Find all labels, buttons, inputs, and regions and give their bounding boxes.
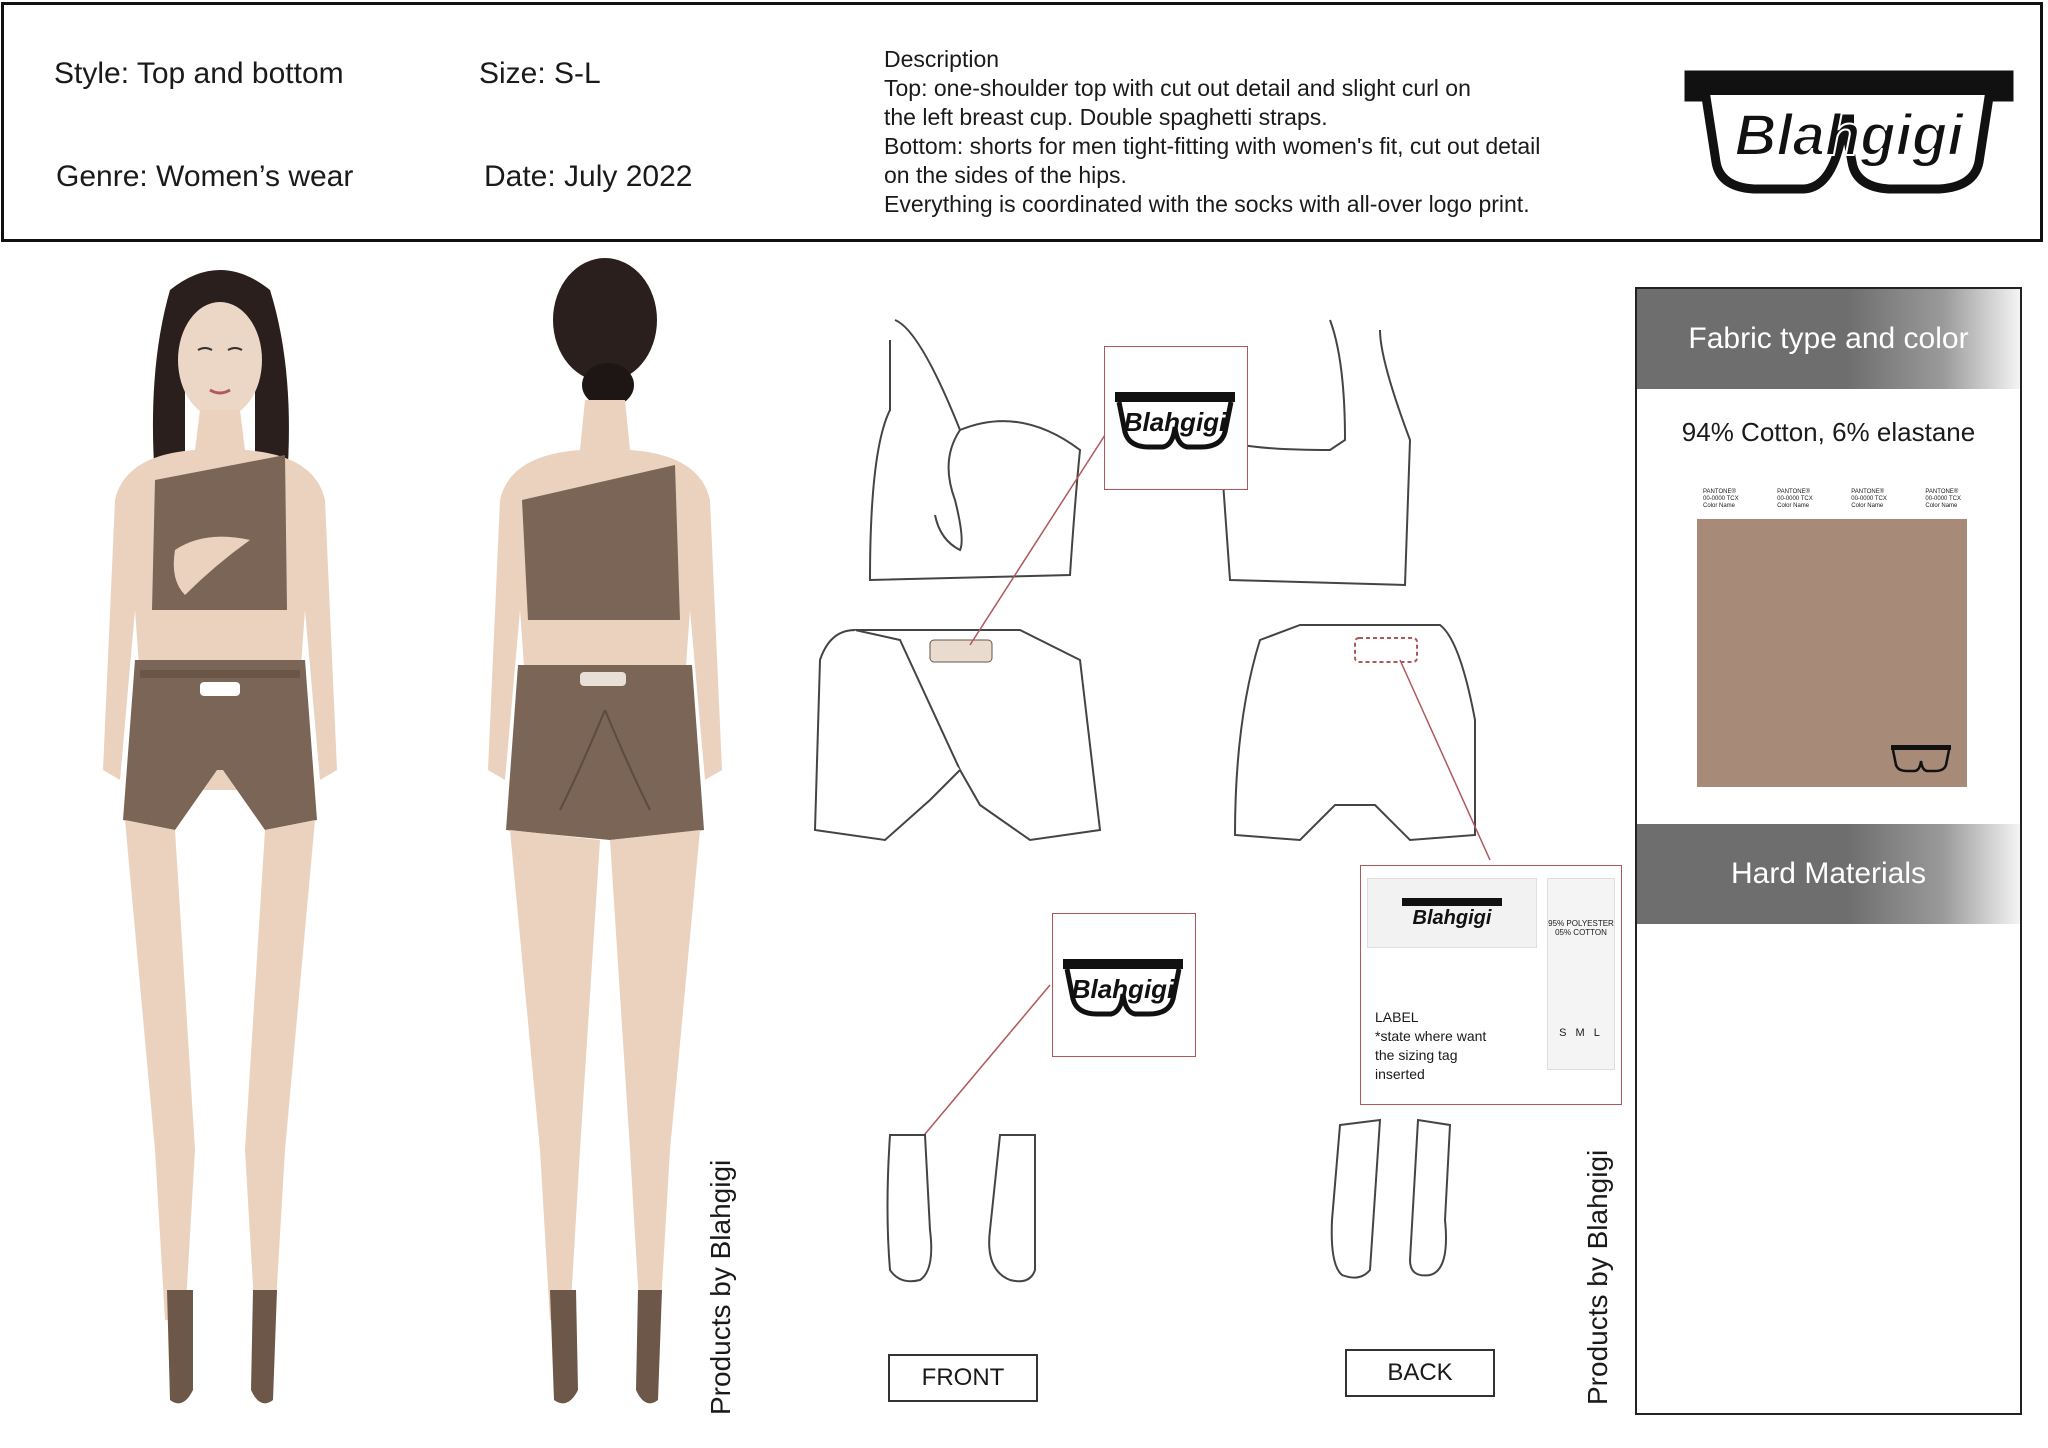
- fabric-heading: Fabric type and color: [1637, 289, 2020, 389]
- spec-header: [1, 2, 2043, 242]
- brand-logo: [1684, 67, 2014, 197]
- credit-right: Products by Blahgigi: [1582, 1149, 1613, 1405]
- pantone-swatch: [1697, 489, 1967, 789]
- materials-panel: [1635, 287, 2022, 1415]
- description-line: the left breast cup. Double spaghetti straps.: [884, 104, 1328, 130]
- care-tag-composition: 95% POLYESTER: [1548, 919, 1614, 928]
- label-note-line: the sizing tag: [1375, 1047, 1458, 1063]
- description: [884, 45, 1644, 219]
- description-line: Everything is coordinated with the socks with all-over logo print.: [884, 191, 1530, 217]
- pantone-chip-row: [1697, 489, 1967, 519]
- genre-field: Genre: Women’s wear: [56, 160, 354, 193]
- style-field: Style: Top and bottom: [54, 57, 344, 90]
- credit-left: Products by Blahgigi: [705, 1159, 736, 1415]
- description-line: Bottom: shorts for men tight-fitting with women's fit, cut out detail: [884, 133, 1541, 159]
- size-field: Size: S-L: [479, 57, 601, 90]
- logo-callout-top: [1104, 346, 1248, 490]
- brand-logo-icon: [1105, 347, 1245, 487]
- date-field: Date: July 2022: [484, 160, 693, 193]
- care-tag: [1547, 878, 1615, 1070]
- fabric-composition: 94% Cotton, 6% elastane: [1681, 417, 1976, 447]
- fabric-swatch: [1697, 519, 1967, 787]
- description-line: Top: one-shoulder top with cut out detail and slight curl on: [884, 75, 1471, 101]
- front-label: FRONT: [888, 1354, 1038, 1402]
- brand-logo-text: Blahgigi: [1412, 907, 1492, 929]
- hard-materials-heading: Hard Materials: [1637, 824, 2020, 924]
- brand-logo-text: Blahgigi: [1123, 407, 1227, 437]
- label-title: LABEL: [1375, 1009, 1419, 1025]
- care-tag-composition: 05% COTTON: [1555, 928, 1607, 937]
- care-tag-sizes: S M L: [1559, 1027, 1603, 1039]
- brand-logo-icon: [1889, 743, 1953, 773]
- pantone-chip: PANTONE® 00-0000 TCX Color Name: [1925, 489, 1961, 509]
- label-note-line: *state where want: [1375, 1028, 1487, 1044]
- sock-flats: [870, 970, 1490, 1320]
- model-front-illustration: [55, 250, 385, 1440]
- woven-label: [1367, 878, 1537, 948]
- pantone-chip: PANTONE® 00-0000 TCX Color Name: [1703, 489, 1739, 509]
- label-note-line: inserted: [1375, 1066, 1425, 1082]
- pantone-chip: PANTONE® 00-0000 TCX Color Name: [1851, 489, 1887, 509]
- brand-logo-text: Blahgigi: [1071, 974, 1175, 1004]
- description-line: on the sides of the hips.: [884, 162, 1127, 188]
- brand-logo-text: Blahgigi: [1734, 103, 1964, 168]
- pantone-chip: PANTONE® 00-0000 TCX Color Name: [1777, 489, 1813, 509]
- back-label: BACK: [1345, 1349, 1495, 1397]
- description-title: Description: [884, 46, 1000, 72]
